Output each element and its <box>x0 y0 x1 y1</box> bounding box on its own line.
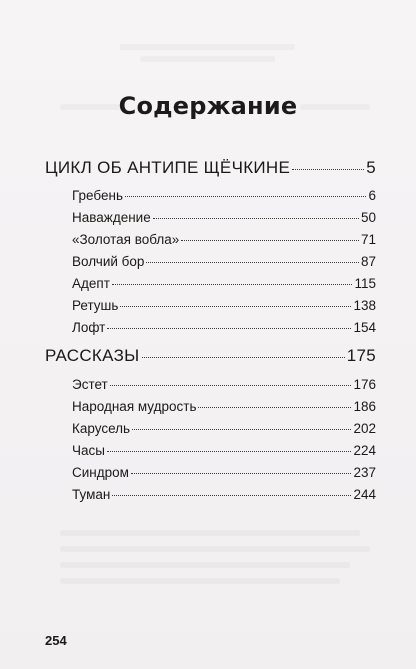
toc-entry-label: Гребень <box>72 188 123 203</box>
dot-leader <box>146 262 359 263</box>
toc-entry-label: Туман <box>72 487 111 502</box>
page-title: Содержание <box>118 92 298 120</box>
dot-leader <box>125 196 366 197</box>
toc-entry-label: Народная мудрость <box>72 399 197 414</box>
toc-entry <box>72 210 376 225</box>
toc-section-label: РАССКАЗЫ <box>45 346 140 365</box>
toc-entry-label: Лофт <box>72 320 106 335</box>
page-number: 254 <box>45 633 67 648</box>
dot-leader <box>120 306 351 307</box>
toc-section-page: 5 <box>366 158 376 177</box>
toc-section-cycle <box>45 158 376 178</box>
dot-leader <box>107 328 351 329</box>
dot-leader <box>131 473 352 474</box>
toc-entry <box>72 443 376 458</box>
toc-entry-page: 6 <box>368 188 376 203</box>
toc-entry-label: Эстет <box>72 377 108 392</box>
toc-entry-page: 50 <box>360 210 376 225</box>
dot-leader <box>153 218 359 219</box>
toc-entry-page: 186 <box>353 399 376 414</box>
toc-entry-page: 237 <box>353 465 376 480</box>
toc-entry-page: 154 <box>353 320 376 335</box>
toc-entry-page: 138 <box>353 298 376 313</box>
toc-entry-page: 202 <box>353 421 376 436</box>
dot-leader <box>107 451 352 452</box>
dot-leader <box>181 240 359 241</box>
toc-entry-label: Наваждение <box>72 210 151 225</box>
dot-leader <box>292 169 364 170</box>
toc-entry-page: 176 <box>353 377 376 392</box>
toc-entry <box>72 298 376 313</box>
toc-entry-page: 71 <box>360 232 376 247</box>
toc-entry <box>72 377 376 392</box>
toc-entry <box>72 465 376 480</box>
dot-leader <box>110 385 352 386</box>
toc-section-label: ЦИКЛ ОБ АНТИПЕ ЩЁЧКИНЕ <box>45 158 291 177</box>
toc-entry-page: 87 <box>360 254 376 269</box>
toc-entry <box>72 232 376 247</box>
toc-section-page: 175 <box>346 346 376 365</box>
toc-entry-label: Карусель <box>72 421 131 436</box>
toc-entry-label: Волчий бор <box>72 254 145 269</box>
dot-leader <box>132 429 351 430</box>
toc-entry <box>72 320 376 335</box>
toc-entry-label: Адепт <box>72 276 110 291</box>
toc-entry-page: 244 <box>353 487 376 502</box>
toc-entry <box>72 487 376 502</box>
dot-leader <box>112 284 353 285</box>
toc-section-stories <box>45 346 376 366</box>
toc-entry-label: «Золотая вобла» <box>72 232 180 247</box>
toc-entry <box>72 421 376 436</box>
dot-leader <box>198 407 351 408</box>
toc-entry-page: 115 <box>354 276 376 291</box>
toc-entry <box>72 399 376 414</box>
toc-entry-label: Часы <box>72 443 105 458</box>
toc-entry <box>72 188 376 203</box>
toc-entry-label: Ретушь <box>72 298 119 313</box>
toc-entry <box>72 276 376 291</box>
dot-leader <box>142 357 345 358</box>
toc-entry <box>72 254 376 269</box>
toc-entry-page: 224 <box>353 443 376 458</box>
toc-entry-label: Синдром <box>72 465 129 480</box>
dot-leader <box>112 495 351 496</box>
